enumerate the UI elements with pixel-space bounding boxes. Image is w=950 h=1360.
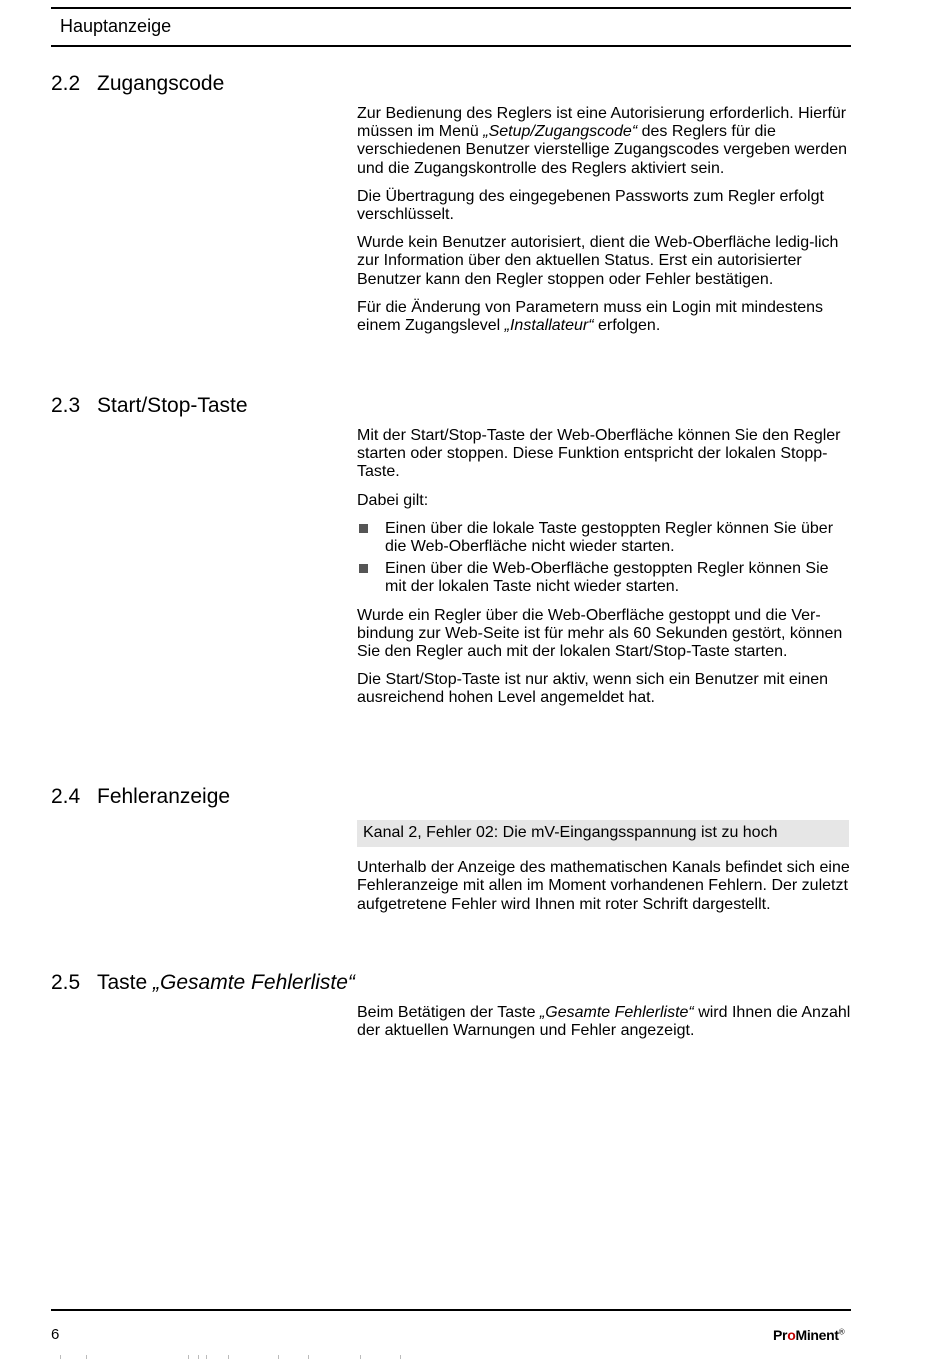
paragraph [357,1004,852,1040]
section-title-italic: „Gesamte Fehlerliste“ [153,971,355,994]
level-reference: „Installateur“ [504,317,594,335]
paragraph: Wurde ein Regler über die Web-Oberfläche gestoppt und die Ver-bindung zur Web-Seite ist für mehr als 60 Sekunden gestört, können Sie den Regler auch mit der lokalen Start/Stop-Taste starten. [357,606,843,661]
section-number: 2.3 [51,394,81,417]
logo-text-accent: o [787,1327,796,1343]
button-reference: „Gesamte Fehlerliste“ [539,1004,694,1021]
text-run: wird Ihnen die Anzahl der aktuellen Warnungen und Fehler angezeigt. [357,1004,851,1040]
section-heading-2-3 [51,393,248,419]
section-title: Taste [97,971,154,994]
paragraph: Die Übertragung des eingegebenen Passworts zum Regler erfolgt verschlüsselt. [357,187,824,224]
section-number: 2.4 [51,785,81,808]
list-item [357,520,852,556]
section-title: Start/Stop-Taste [97,394,248,417]
section-body-2-3 [357,427,852,718]
section-body-2-5 [357,1004,852,1050]
error-message-example: Kanal 2, Fehler 02: Die mV-Eingangsspannung ist zu hoch [357,820,849,847]
scan-artifact-marks [60,1355,420,1359]
section-title: Fehleranzeige [97,785,231,808]
prominent-logo [773,1327,844,1343]
footer-rule [51,1309,851,1311]
header-top-rule [51,7,851,9]
section-heading-2-2 [51,71,224,97]
section-heading-2-4 [51,784,230,810]
paragraph: Wurde kein Benutzer autorisiert, dient die Web-Oberfläche ledig-lich zur Information über den aktuellen Status. Erst ein autorisierter Benutzer kann den Regler stoppen oder Fehler bestätigen. [357,234,839,288]
logo-text: Minent [795,1327,839,1343]
text-run: Zur Bedienung des Reglers ist eine Autorisierung erforderlich. Hierfür müssen im Menü [357,105,847,141]
text-run: Beim Betätigen der Taste [357,1004,540,1021]
paragraph: Mit der Start/Stop-Taste der Web-Oberfläche können Sie den Regler starten oder stoppen. Diese Funktion entspricht der lokalen Stopp-Taste. [357,427,841,481]
text-run: Für die Änderung von Parametern muss ein Login mit mindestens einem Zugangslevel [357,298,824,335]
paragraph: Die Start/Stop-Taste ist nur aktiv, wenn sich ein Benutzer mit einen ausreichend hohen Level angemeldet hat. [357,671,829,707]
list-item [357,560,852,596]
section-body-2-2 [357,105,852,345]
square-bullet-icon [359,524,368,533]
section-number: 2.5 [51,971,81,994]
bullet-list [357,520,852,597]
square-bullet-icon [359,564,368,573]
section-title: Zugangscode [97,72,225,95]
paragraph [357,299,852,335]
running-header-title: Hauptanzeige [60,16,172,36]
text-run: des Reglers für die verschiedenen Benutzer vierstellige Zugangscodes vergeben werden und die Zugangskontrolle des Reglers aktiviert sein. [357,123,848,177]
section-heading-2-5 [51,970,355,996]
paragraph: Unterhalb der Anzeige des mathematischen Kanals befindet sich eine Fehleranzeige mit allen im Moment vorhandenen Fehlern. Der zuletzt aufgetretene Fehler wird Ihnen mit roter Schrift dargestellt. [357,859,850,913]
list-item-text: Einen über die Web-Oberfläche gestoppten Regler können Sie mit der lokalen Taste nicht wieder starten. [385,560,829,596]
paragraph [357,105,852,178]
paragraph: Dabei gilt: [357,491,429,509]
registered-mark: ® [838,1327,845,1337]
logo-text: Pr [773,1327,788,1343]
header-bottom-rule [51,45,851,47]
page-number: 6 [51,1326,60,1343]
section-number: 2.2 [51,72,81,95]
section-body-2-4 [357,820,852,924]
list-item-text: Einen über die lokale Taste gestoppten Regler können Sie über die Web-Oberfläche nicht wieder starten. [385,519,834,556]
menu-reference: „Setup/Zugangscode“ [483,123,638,141]
text-run: erfolgen. [593,317,661,335]
